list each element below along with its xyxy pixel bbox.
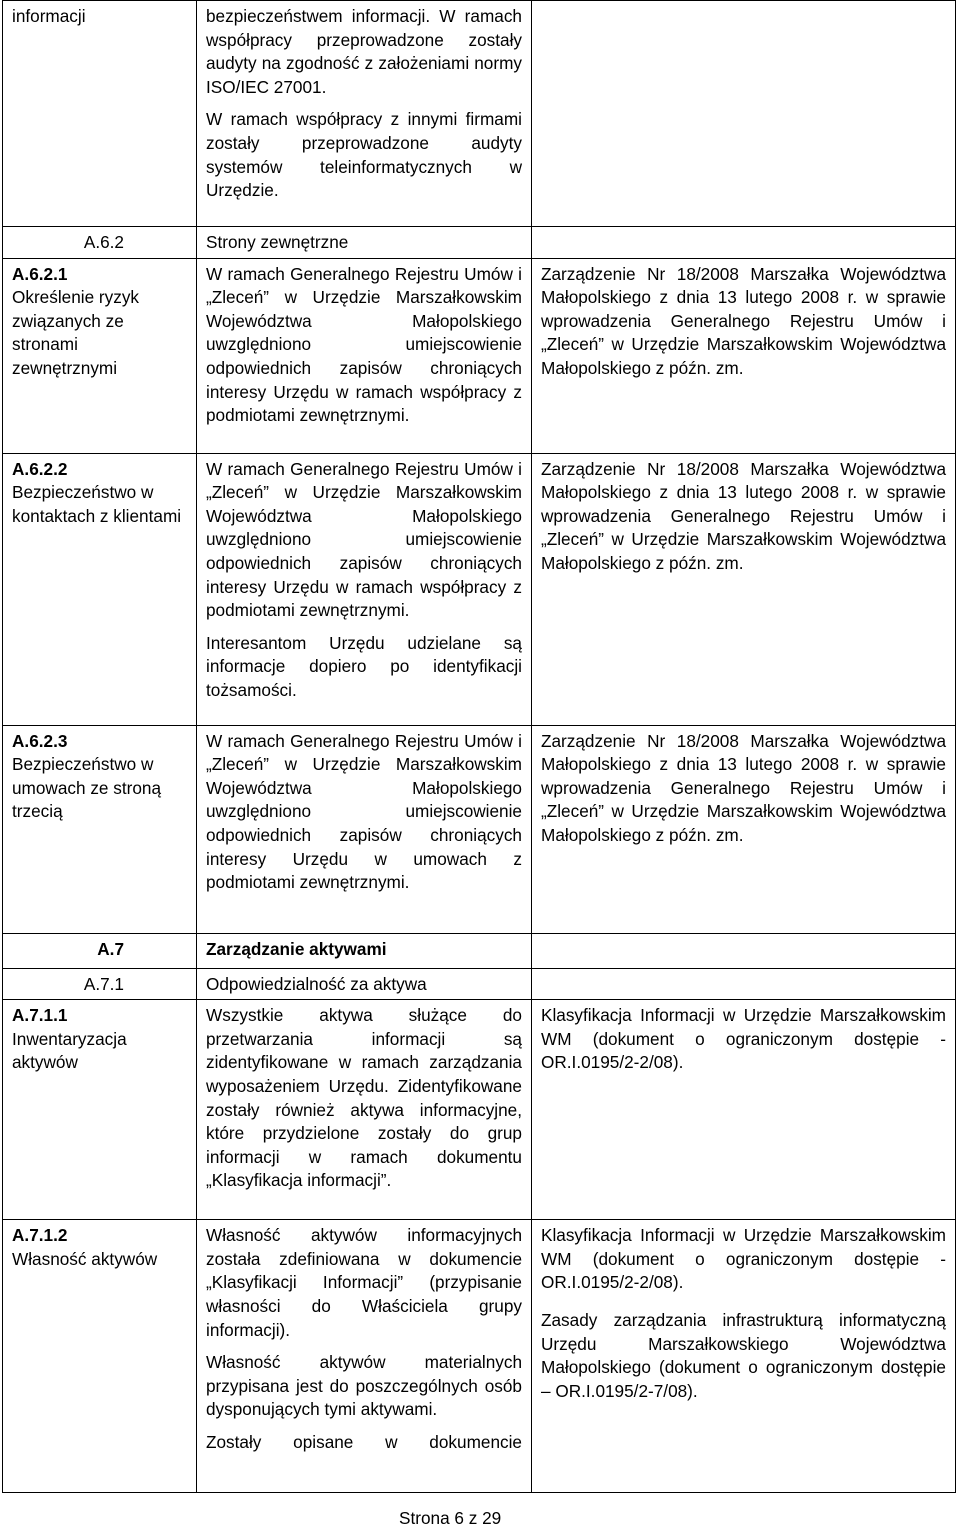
document-cell: Zarządzenie Nr 18/2008 Marszałka Województwa Małopolskiego z dnia 13 lutego 2008 r. w sprawie wprowadzenia Generalnego Rejestru Umów i „Zleceń” w Urzędzie Marszałkowskim Województwa Małopolskiego z późn. zm. (532, 258, 956, 453)
implementation-cell: W ramach Generalnego Rejestru Umów i „Zleceń” w Urzędzie Marszałkowskim Województwa Małopolskiego uwzględniono umiejscowienie odpowiednich zapisów chroniących interesy Urzędu w ramach współpracy z podmiotami zewnętrznymi. Interesantom Urzędu udzielane są informacje dopiero po identyfikacji tożsamości. (197, 453, 532, 725)
control-name-cell: A.6.2.3 Bezpieczeństwo w umowach ze stroną trzecią (3, 725, 197, 933)
section-row (3, 933, 956, 968)
section-title: Strony zewnętrzne (197, 227, 532, 259)
table-row (3, 453, 956, 725)
implementation-cell: Własność aktywów informacyjnych została zdefiniowana w dokumencie „Klasyfikacji Informacji” (przypisanie własności do Właściciela grupy informacji). Własność aktywów materialnych przypisana jest do poszczególnych osób dysponujących tymi aktywami. Zostały opisane w dokumencie (197, 1220, 532, 1493)
document-cell: Zarządzenie Nr 18/2008 Marszałka Województwa Małopolskiego z dnia 13 lutego 2008 r. w sprawie wprowadzenia Generalnego Rejestru Umów i „Zleceń” w Urzędzie Marszałkowskim Województwa Małopolskiego z późn. zm. (532, 453, 956, 725)
table-row (3, 1000, 956, 1220)
table-row (3, 1, 956, 227)
document-cell: Zarządzenie Nr 18/2008 Marszałka Województwa Małopolskiego z dnia 13 lutego 2008 r. w sprawie wprowadzenia Generalnego Rejestru Umów i „Zleceń” w Urzędzie Marszałkowskim Województwa Małopolskiego z późn. zm. (532, 725, 956, 933)
table-row (3, 1220, 956, 1493)
controls-table (2, 0, 956, 1493)
section-row (3, 227, 956, 259)
implementation-cell: Wszystkie aktywa służące do przetwarzania informacji są zidentyfikowane w ramach zarządzania wyposażeniem Urzędu. Zidentyfikowane zostały również aktywa informacyjne, które przydzielone zostały do grup informacji w ramach dokumentu „Klasyfikacja informacji”. (197, 1000, 532, 1220)
section-row (3, 968, 956, 1000)
table-row (3, 725, 956, 933)
table-row (3, 258, 956, 453)
control-name-cell: A.6.2.2 Bezpieczeństwo w kontaktach z klientami (3, 453, 197, 725)
control-name-cell: A.7.1.1 Inwentaryzacja aktywów (3, 1000, 197, 1220)
document-cell (532, 1, 956, 227)
control-name-cell: A.6.2.1 Określenie ryzyk związanych ze stronami zewnętrznymi (3, 258, 197, 453)
control-name-cell: A.7.1.2 Własność aktywów (3, 1220, 197, 1493)
document-cell: Klasyfikacja Informacji w Urzędzie Marszałkowskim WM (dokument o ograniczonym dostępie - OR.I.0195/2-2/08). (532, 1000, 956, 1220)
section-title: Odpowiedzialność za aktywa (197, 968, 532, 1000)
control-name-cell: informacji (3, 1, 197, 227)
section-number: A.7 (3, 933, 197, 968)
document-cell: Klasyfikacja Informacji w Urzędzie Marszałkowskim WM (dokument o ograniczonym dostępie - OR.I.0195/2-2/08). Zasady zarządzania infrastrukturą informatyczną Urzędu Marszałkowskiego Województwa Małopolskiego (dokument o ograniczonym dostępie – OR.I.0195/2-7/08). (532, 1220, 956, 1493)
implementation-cell: W ramach Generalnego Rejestru Umów i „Zleceń” w Urzędzie Marszałkowskim Województwa Małopolskiego uwzględniono umiejscowienie odpowiednich zapisów chroniących interesy Urzędu w umowach z podmiotami zewnętrznymi. (197, 725, 532, 933)
section-title: Zarządzanie aktywami (197, 933, 532, 968)
section-number: A.6.2 (3, 227, 197, 259)
section-number: A.7.1 (3, 968, 197, 1000)
implementation-cell: bezpieczeństwem informacji. W ramach współpracy przeprowadzone zostały audyty na zgodność z założeniami normy ISO/IEC 27001. W ramach współpracy z innymi firmami zostały przeprowadzone audyty systemów teleinformatycznych w Urzędzie. (197, 1, 532, 227)
implementation-cell: W ramach Generalnego Rejestru Umów i „Zleceń” w Urzędzie Marszałkowskim Województwa Małopolskiego uwzględniono umiejscowienie odpowiednich zapisów chroniących interesy Urzędu w ramach współpracy z podmiotami zewnętrznymi. (197, 258, 532, 453)
page-number: Strona 6 z 29 (399, 1508, 502, 1528)
